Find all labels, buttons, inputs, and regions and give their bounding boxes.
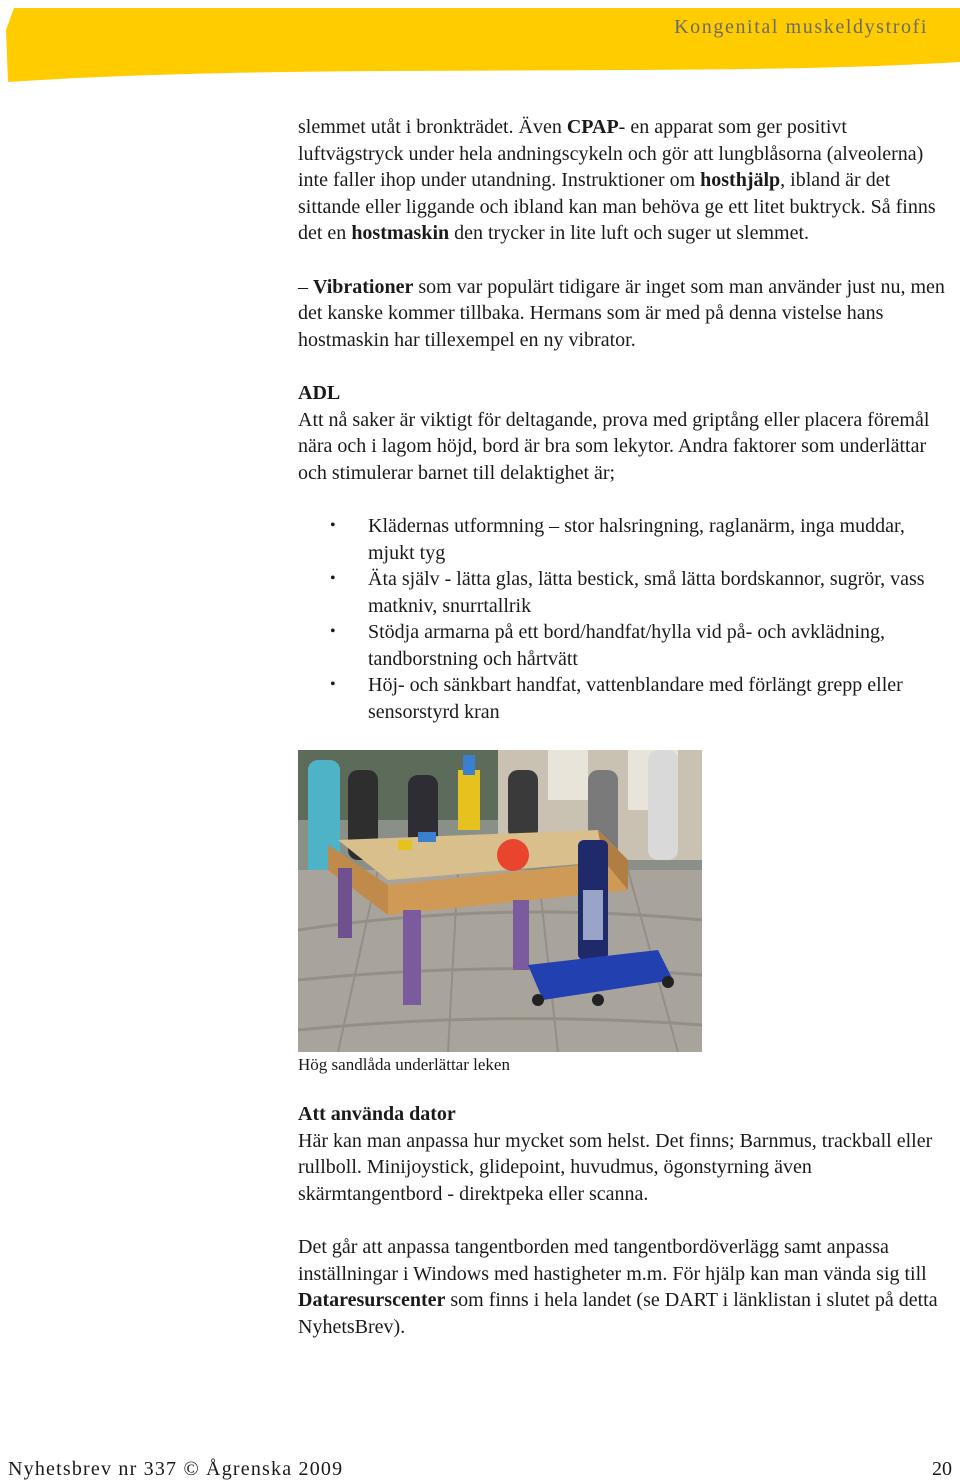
bold-term-hostmaskin: hostmaskin (351, 222, 450, 245)
bold-term-cpap: CPAP (566, 116, 619, 138)
list-item (298, 566, 954, 619)
paragraph-vibrationer (298, 274, 954, 354)
adl-bullet-list (298, 513, 954, 726)
photo-caption: Hög sandlåda underlättar leken (298, 1055, 510, 1074)
bold-term-dataresurscenter: Dataresurscenter (298, 1289, 446, 1312)
paragraph-cpap (298, 114, 954, 247)
footer-newsletter: Nyhetsbrev nr 337 © Ågrenska 2009 (8, 1458, 344, 1480)
bold-term-vibrationer: Vibrationer (313, 275, 414, 298)
heading-adl: ADL (298, 381, 341, 404)
bold-term-hosthjalp: hosthjälp (700, 169, 781, 192)
sandbox-photo (298, 750, 702, 1052)
text-span: - en apparat som ger positivt luftvägstryck under hela andningscykeln och gör att lungblåsorna (alveolerna) inte faller ihop under utandning. Instruktioner om (298, 116, 924, 192)
bullet-icon: • (330, 570, 336, 588)
paragraph-adl: Att nå saker är viktigt för deltagande, prova med griptång eller placera föremål nära och i lagom höjd, bord är bra som lekytor. Andra faktorer som underlättar och stimulerar barnet till delaktighet är; (298, 408, 930, 484)
text-span: den trycker in lite luft och suger ut slemmet. (449, 222, 810, 245)
bullet-icon: • (330, 676, 336, 694)
bullet-icon: • (330, 516, 336, 534)
list-item (298, 619, 954, 672)
text-span: som finns i hela landet (se DART i länklistan i slutet på detta NyhetsBrev). (298, 1289, 938, 1338)
list-item-text: Höj- och sänkbart handfat, vattenblandare med förlängt grepp eller sensorstyrd kran (368, 674, 903, 724)
text-span: , ibland är det sittande eller liggande och ibland kan man behöva ge ett litet buktryck. Så finns det en (298, 169, 936, 245)
bullet-icon: • (330, 623, 336, 641)
computer-section (298, 1101, 954, 1340)
text-span: slemmet utåt i bronkträdet. Även (298, 116, 567, 138)
text-span: Det går att anpassa tangentborden med tangentbordöverlägg samt anpassa inställningar i Windows med hastigheter m.m. För hjälp kan man vända sig till (298, 1235, 927, 1285)
list-item-text: Stödja armarna på ett bord/handfat/hylla vid på- och avklädning, tandborstning och hårtvätt (368, 621, 886, 670)
main-content (298, 114, 954, 726)
paragraph-computer-1: Här kan man anpassa hur mycket som helst. Det finns; Barnmus, trackball eller rullboll. Minijoystick, glidepoint, huvudmus, ögonstyrning även skärmtangentbord - direktpeka eller scanna. (298, 1129, 933, 1205)
heading-computer: Att använda dator (298, 1103, 456, 1125)
list-item-text: Äta själv - lätta glas, lätta bestick, små lätta bordskannor, sugrör, vass matkniv, snurrtallrik (368, 568, 925, 617)
page-number: 20 (932, 1458, 952, 1480)
header-band (0, 0, 960, 90)
header-title: Kongenital muskeldystrofi (674, 16, 928, 38)
list-item-text: Klädernas utformning – stor halsringning, raglanärm, inga muddar, mjukt tyg (368, 514, 905, 564)
paragraph-computer-2 (298, 1234, 954, 1340)
list-item (298, 672, 954, 725)
list-item (298, 513, 954, 566)
text-span: – (298, 275, 313, 298)
text-span: som var populärt tidigare är inget som man använder just nu, men det kanske kommer tillbaka. Hermans som är med på denna vistelse hans hostmaskin har tillexempel en ny vibrator. (298, 275, 945, 351)
